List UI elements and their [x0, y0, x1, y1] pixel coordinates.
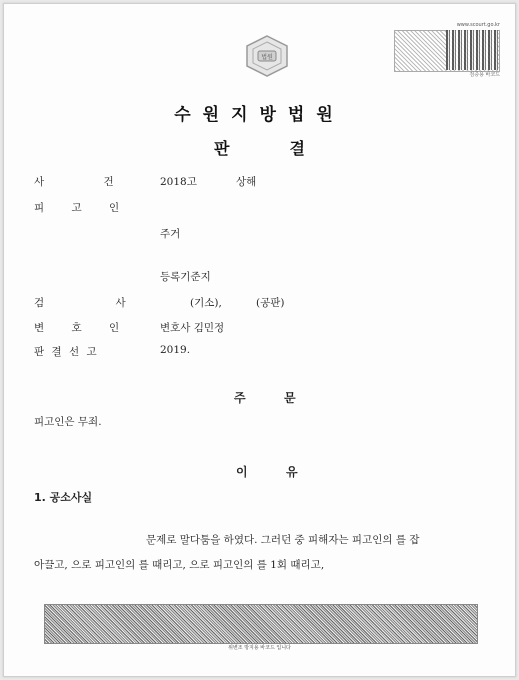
counsel-value: 변호사 김민정: [160, 322, 225, 334]
counsel-label: 변 호 인: [34, 322, 132, 334]
qr-code-icon: [446, 30, 498, 70]
reasons-line-2: 아끌고, 으로 피고인의 를 때리고, 으로 피고인의 를 1회 때리고,: [34, 559, 325, 571]
prosecutor-label: 검 사: [34, 297, 160, 309]
footer-note: 위변조 방지용 바코드 입니다: [228, 645, 291, 651]
qr-url: www.scourt.go.kr: [456, 22, 500, 28]
anti-forgery-barcode: [44, 604, 478, 644]
case-label: 사 건: [34, 176, 142, 188]
disposition-text: 피고인은 무죄.: [34, 416, 102, 428]
reasons-line-1: 문제로 말다툼을 하였다. 그러던 중 피해자는 피고인의 를 잡: [146, 534, 420, 546]
document-type: [4, 136, 515, 159]
judgment-date-value: 2019.: [160, 344, 191, 356]
case-name: 상해: [236, 176, 257, 188]
disposition-heading-char-1: 주: [234, 391, 246, 405]
reasons-heading-char-2: 유: [286, 465, 298, 479]
disposition-heading-char-2: 문: [284, 391, 296, 405]
court-emblem-icon: [243, 34, 291, 78]
reasons-section-title: 1. 공소사실: [34, 491, 93, 504]
address-label: 주거: [160, 228, 181, 240]
judgment-date-label: 판 결 선 고: [34, 346, 99, 358]
emblem-text: 법원: [261, 54, 273, 61]
trial-note: (공판): [256, 297, 285, 309]
case-number: 2018고: [160, 176, 197, 188]
defendant-label: 피 고 인: [34, 202, 132, 214]
verification-barcode: [394, 22, 504, 76]
qr-label: 검증용 바코드: [469, 72, 500, 78]
registration-label: 등록기준지: [160, 271, 211, 283]
document-type-char-2: 결: [289, 139, 305, 158]
reasons-heading-char-1: 이: [236, 465, 248, 479]
court-name: 수원지방법원: [174, 105, 345, 125]
document-type-char-1: 판: [214, 139, 230, 158]
judgment-page: [3, 3, 516, 677]
prosecution-note: (기소),: [190, 297, 222, 309]
